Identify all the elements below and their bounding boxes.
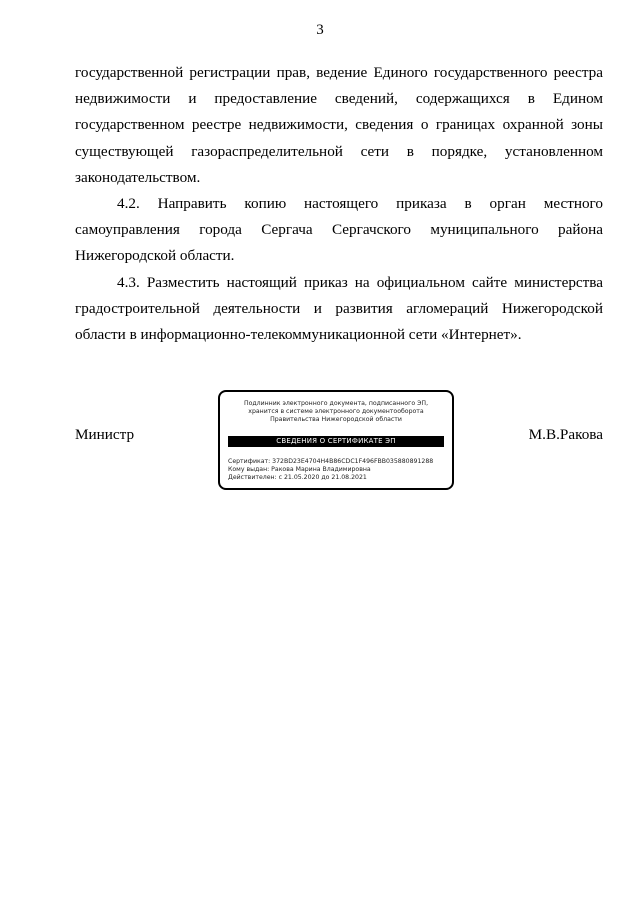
signatory-position: Министр xyxy=(75,426,135,443)
stamp-title-bar: СВЕДЕНИЯ О СЕРТИФИКАТЕ ЭП xyxy=(228,436,444,447)
stamp-line-2: хранится в системе электронного документооборота xyxy=(248,408,424,415)
stamp-validity: Действителен: с 21.05.2020 до 21.08.2021 xyxy=(228,474,367,481)
document-body xyxy=(75,60,603,348)
stamp-details xyxy=(228,458,444,482)
stamp-issued-to: Кому выдан: Ракова Марина Владимировна xyxy=(228,466,371,473)
stamp-certificate: Сертификат: 372BD23E4704H4B86CDC1F496FBB035880891288 xyxy=(228,458,434,465)
stamp-line-3: Правительства Нижегородской области xyxy=(270,416,402,423)
page-number: 3 xyxy=(316,22,324,38)
paragraph-4-2: 4.2. Направить копию настоящего приказа в орган местного самоуправления города Сергача Сергачского муниципального района Нижегородской области. xyxy=(75,195,603,265)
electronic-signature-stamp xyxy=(218,390,454,490)
paragraph-continuation: государственной регистрации прав, ведение Единого государственного реестра недвижимости и предоставление сведений, содержащихся в Едином государственном реестре недвижимости, сведения о границах охранной зоны существующей газораспределительной сети в порядке, установленном законодательством. xyxy=(75,64,603,186)
stamp-line-1: Подлинник электронного документа, подписанного ЭП, xyxy=(243,400,429,407)
paragraph-4-3: 4.3. Разместить настоящий приказ на официальном сайте министерства градостроительной деятельности и развития агломераций Нижегородской области в информационно-телекоммуникационной сети «Интернет». xyxy=(75,273,603,344)
stamp-header xyxy=(220,400,452,424)
signatory-name: М.В.Ракова xyxy=(528,426,603,443)
